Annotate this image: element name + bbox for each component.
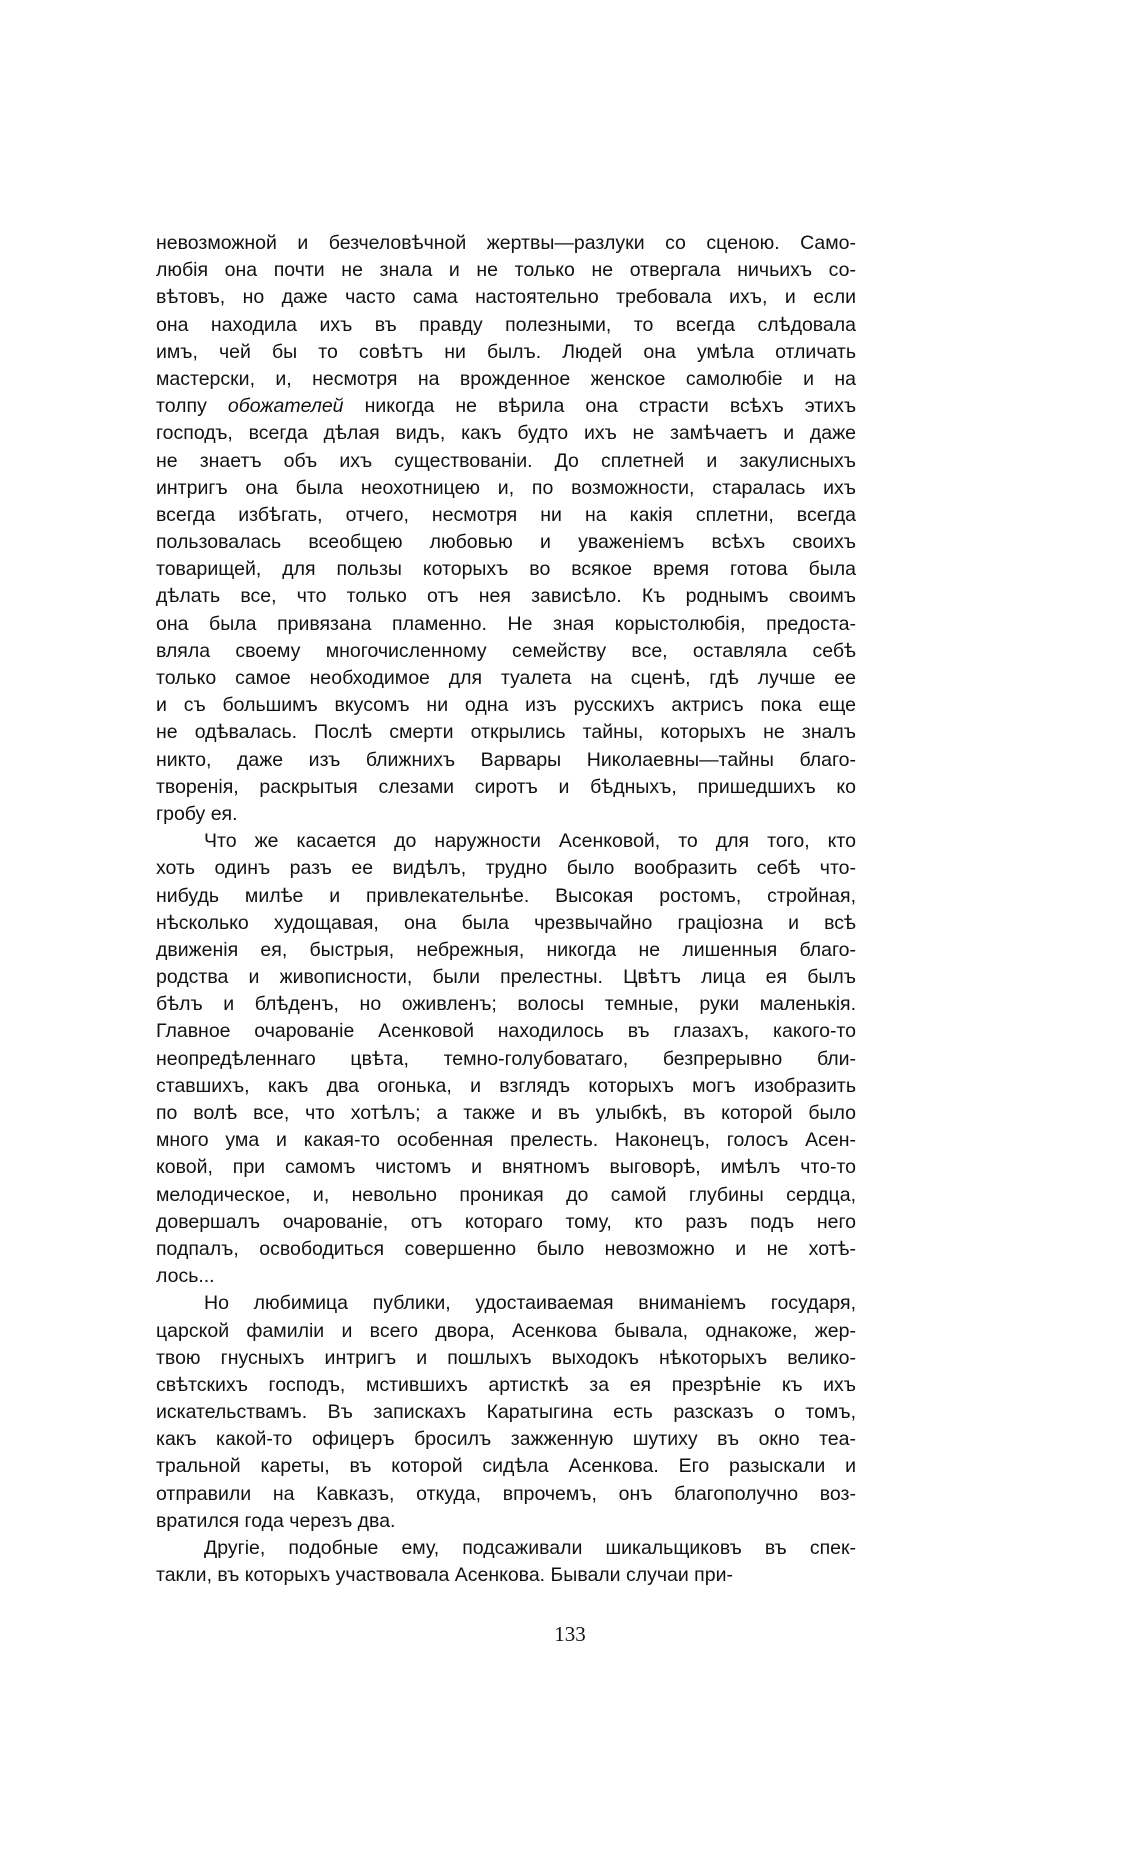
paragraph (156, 1535, 856, 1589)
text-line: любія она почти не знала и не только не отвергала ничьихъ со- (156, 259, 856, 282)
text-line: царской фамиліи и всего двора, Асенкова бывала, однакоже, жер- (156, 1319, 856, 1342)
text-line: не знаетъ объ ихъ существованіи. До сплетней и закулисныхъ (156, 449, 856, 472)
text-line: только самое необходимое для туалета на сценѣ, гдѣ лучше ее (156, 667, 856, 689)
text-line: вратился года черезъ два. (156, 1509, 396, 1532)
text-line: творенія, раскрытыя слезами сиротъ и бѣдныхъ, пришедшихъ ко (156, 775, 856, 798)
text-line: бѣлъ и блѣденъ, но оживленъ; волосы темные, руки маленькія. (156, 993, 856, 1016)
text-line: Но любимица публики, удостаиваемая вниманіемъ государя, (204, 1292, 856, 1315)
text-line: неопредѣленнаго цвѣта, темно-голубоватаго, безпрерывно бли- (156, 1047, 856, 1070)
text-line: искательствамъ. Въ запискахъ Каратыгина есть разсказъ о томъ, (156, 1401, 856, 1424)
text-line: ковой, при самомъ чистомъ и внятномъ выговорѣ, имѣлъ что-то (156, 1156, 856, 1179)
page-number: 133 (554, 1622, 586, 1646)
text-line: твою гнусныхъ интригъ и пошлыхъ выходокъ нѣкоторыхъ велико- (156, 1346, 856, 1369)
text-line: товарищей, для пользы которыхъ во всякое время готова была (156, 558, 856, 581)
text-line: родства и живописности, были прелестны. Цвѣтъ лица ея былъ (156, 966, 856, 989)
text-line: подпалъ, освободиться совершенно было невозможно и не хотѣ- (156, 1237, 856, 1260)
text-line: пользовалась всеобщею любовью и уваженіемъ всѣхъ своихъ (156, 531, 856, 554)
text-line: нибудь милѣе и привлекательнѣе. Высокая ростомъ, стройная, (156, 884, 856, 907)
text-line: всегда избѣгать, отчего, несмотря ни на какія сплетни, всегда (156, 503, 856, 526)
text-line: отправили на Кавказъ, откуда, впрочемъ, онъ благополучно воз- (156, 1482, 856, 1505)
text-line: какъ какой-то офицеръ бросилъ зажженную шутиху въ окно теа- (156, 1428, 856, 1451)
text-line: мастерски, и, несмотря на врожденное женское самолюбіе и на (156, 367, 856, 390)
text-line: вляла своему многочисленному семейству все, оставляла себѣ (156, 639, 856, 662)
text-line: мелодическое, и, невольно проникая до самой глубины сердца, (156, 1183, 856, 1206)
text-line: господъ, всегда дѣлая видъ, какъ будто ихъ не замѣчаетъ и даже (156, 422, 856, 445)
paragraph (156, 230, 856, 828)
paragraph (156, 1290, 856, 1535)
text-line: она находила ихъ въ правду полезными, то всегда слѣдовала (156, 313, 856, 336)
text-line: гробу ея. (156, 802, 238, 825)
text-line: нѣсколько худощавая, она была чрезвычайно граціозна и всѣ (156, 911, 856, 934)
text-line: она была привязана пламенно. Не зная корыстолюбія, предоста- (156, 612, 856, 635)
text-line: довершалъ очарованіе, отъ котораго тому, кто разъ подъ него (156, 1210, 856, 1233)
text-line: ставшихъ, какъ два огонька, и взглядъ которыхъ могъ изобразить (156, 1074, 856, 1097)
paragraph (156, 828, 856, 1290)
text-line: толпу обожателей никогда не вѣрила она страсти всѣхъ этихъ (156, 395, 857, 418)
text-line: Другіе, подобные ему, подсаживали шикальщиковъ въ спек- (204, 1537, 856, 1559)
text-line: такли, въ которыхъ участвовала Асенкова. Бывали случаи при- (156, 1564, 733, 1587)
text-line: много ума и какая-то особенная прелесть. Наконецъ, голосъ Асен- (156, 1129, 856, 1152)
text-line: лось... (156, 1265, 215, 1288)
emphasized-word: обожателей (227, 395, 344, 418)
text-line: невозможной и безчеловѣчной жертвы—разлуки со сценою. Само- (156, 232, 856, 254)
text-line: вѣтовъ, но даже часто сама настоятельно требовала ихъ, и если (156, 286, 856, 309)
text-line: дѣлать все, что только отъ нея зависѣло. Къ роднымъ своимъ (156, 585, 856, 608)
text-line: тральной кареты, въ которой сидѣла Асенкова. Его разыскали и (156, 1455, 856, 1478)
text-line: свѣтскихъ господъ, мстившихъ артисткѣ за ея презрѣніе къ ихъ (156, 1373, 856, 1396)
text-line: не одѣвалась. Послѣ смерти открылись тайны, которыхъ не зналъ (156, 721, 856, 744)
text-line: имъ, чей бы то совѣтъ ни былъ. Людей она умѣла отличать (156, 340, 856, 363)
text-line: интригъ она была неохотницею и, по возможности, старалась ихъ (156, 476, 856, 499)
text-line: движенія ея, быстрыя, небрежныя, никогда не лишенныя благо- (156, 938, 856, 961)
body-text (156, 230, 856, 1589)
text-line: по волѣ все, что хотѣлъ; а также и въ улыбкѣ, въ которой было (156, 1102, 856, 1124)
text-line: никто, даже изъ ближнихъ Варвары Николаевны—тайны благо- (156, 748, 856, 771)
text-line: Что же касается до наружности Асенковой, то для того, кто (204, 830, 856, 853)
text-line: Главное очарованіе Асенковой находилось въ глазахъ, какого-то (156, 1020, 856, 1043)
text-line: и съ большимъ вкусомъ ни одна изъ русскихъ актрисъ пока еще (156, 694, 856, 717)
text-line: хоть одинъ разъ ее видѣлъ, трудно было вообразить себѣ что- (156, 857, 856, 880)
